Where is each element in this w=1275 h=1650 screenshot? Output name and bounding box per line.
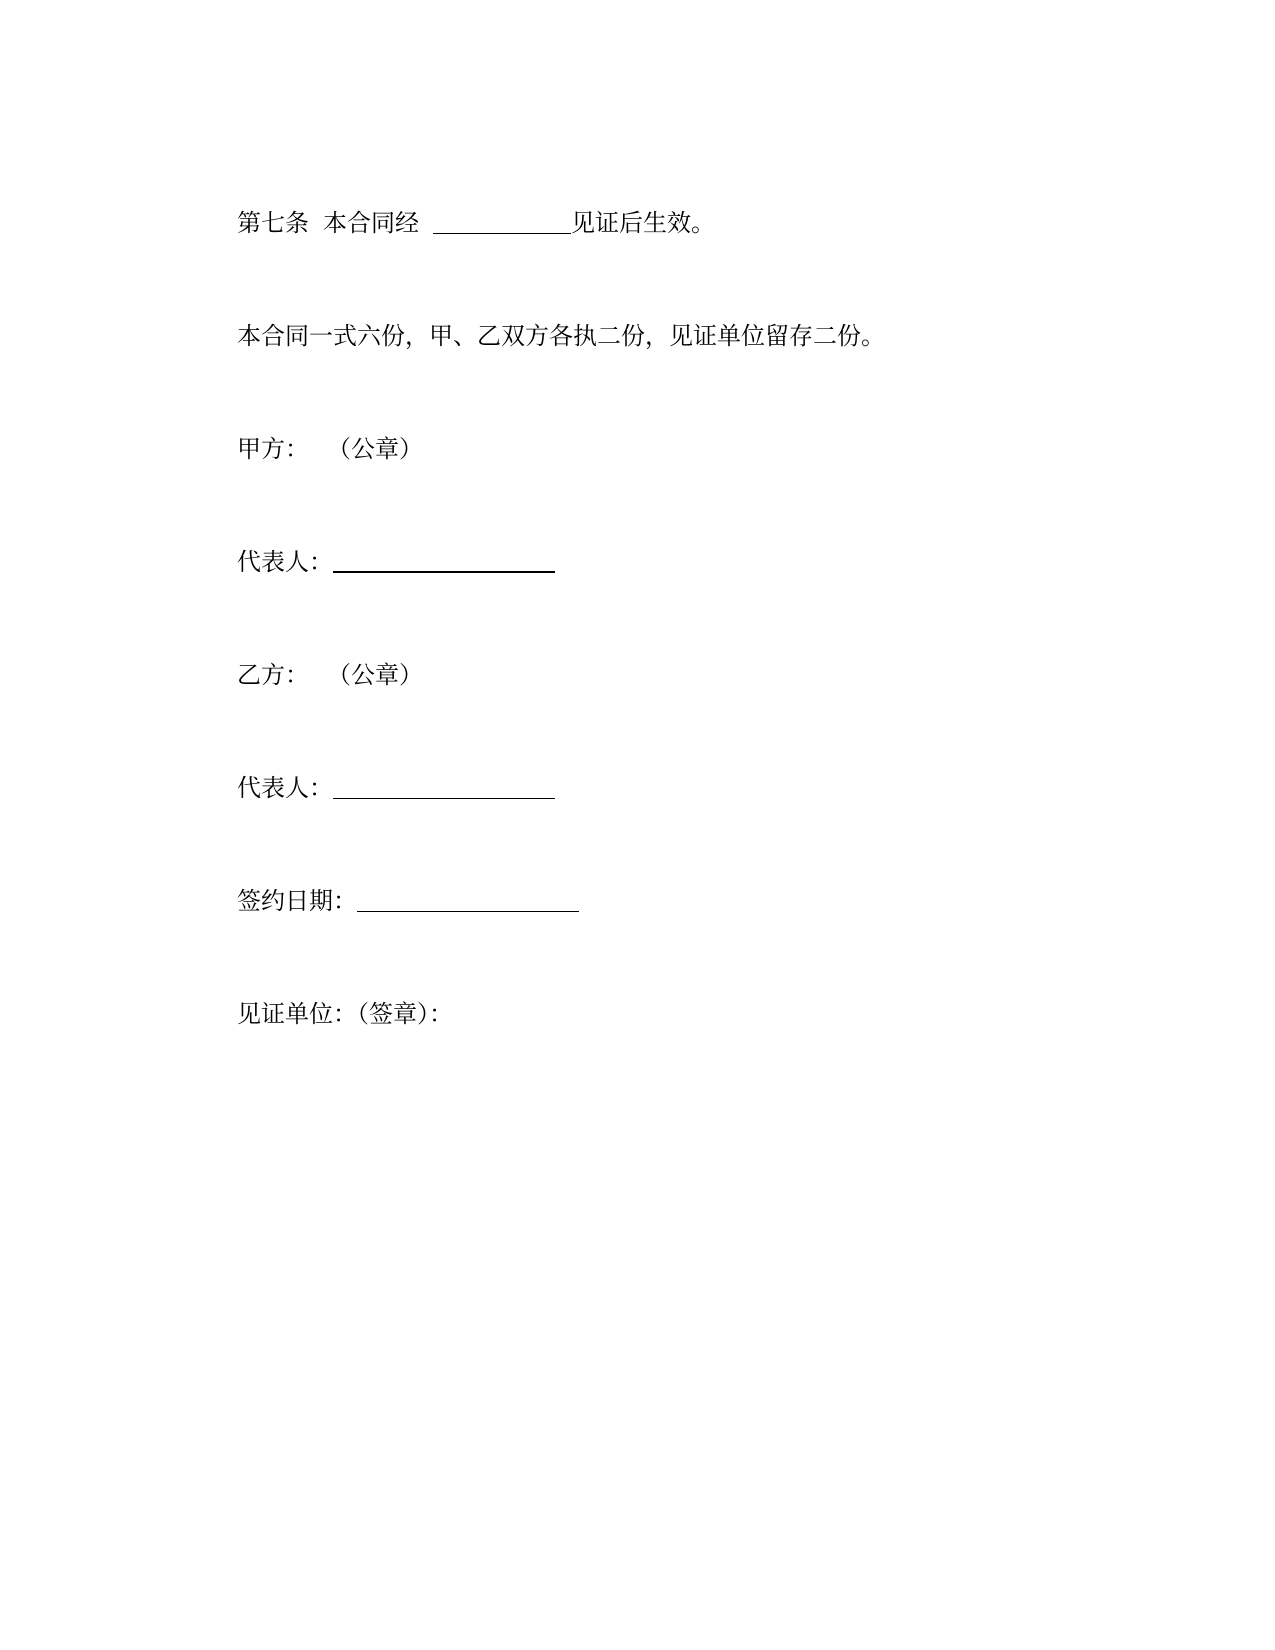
copies-text: 本合同一式六份，甲、乙双方各执二份，见证单位留存二份。 [237,322,885,350]
clause-7-text-after: 见证后生效。 [571,209,715,237]
copies-line [237,321,885,351]
party-a-rep-line [237,547,555,577]
party-a-seal: （公章） [327,435,423,463]
party-b-seal: （公章） [327,661,423,689]
clause-7-text-before: 本合同经 [323,209,419,237]
party-b-line [237,660,423,690]
sign-date-line [237,886,579,916]
party-b-rep-label: 代表人： [237,774,333,802]
sign-date-label: 签约日期： [237,887,357,915]
sign-date-blank[interactable] [357,887,579,912]
party-b-rep-blank[interactable] [333,774,555,799]
party-a-line [237,434,423,464]
party-a-label: 甲方： [237,435,309,463]
clause-7-label: 第七条 [237,209,309,237]
clause-7-line [237,208,715,238]
witness-blank[interactable] [433,209,571,234]
witness-label: 见证单位：（签章）： [237,1000,453,1028]
party-a-rep-label: 代表人： [237,548,333,576]
party-b-rep-line [237,773,555,803]
party-a-rep-blank[interactable] [333,547,555,573]
party-b-label: 乙方： [237,661,309,689]
witness-line [237,999,453,1029]
